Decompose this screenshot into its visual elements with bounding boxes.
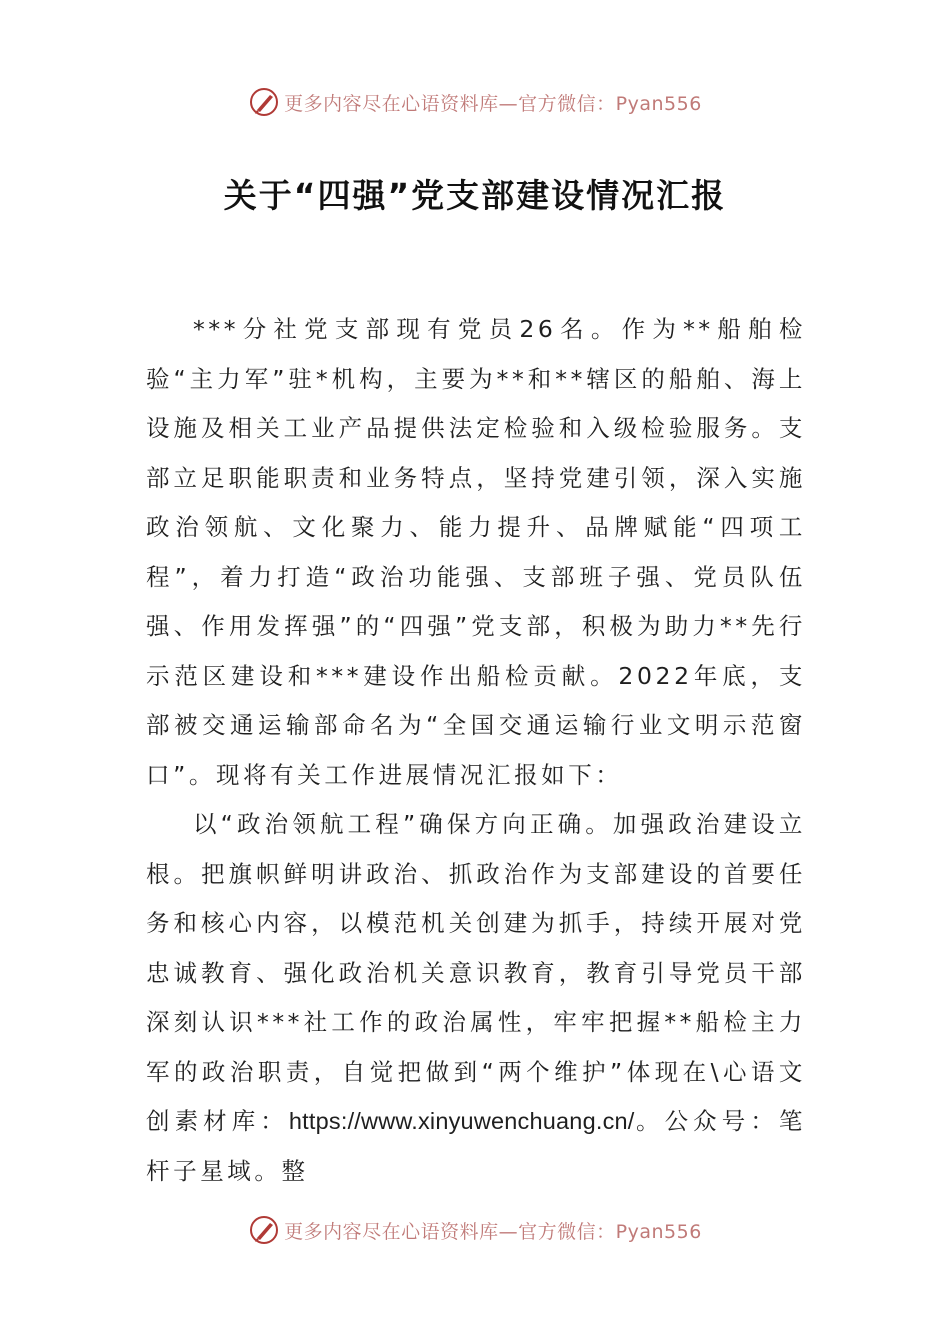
paragraph-political-tail: 。公众号：笔杆子星域。整: [146, 1107, 806, 1185]
footer-watermark: [0, 1210, 950, 1250]
header-watermark: [0, 82, 950, 122]
pen-logo-icon: [248, 1214, 280, 1246]
paragraph-political-text: 以“政治领航工程”确保方向正确。加强政治建设立根。把旗帜鲜明讲政治、抓政治作为支部建设的首要任务和核心内容，以模范机关创建为抓手，持续开展对党忠诚教育、强化政治机关意识教育，教育引导党员干部深刻认识***社工作的政治属性，牢牢把握**船检主力军的政治职责，自觉把做到“两个维护”体现在\心语文创素材库：: [146, 810, 807, 1135]
page-title: 关于“四强”党支部建设情况汇报: [223, 176, 727, 215]
source-url: https://www.xinyuwenchuang.cn/: [288, 1108, 635, 1134]
paragraph-political: [146, 800, 806, 1196]
watermark-text: 更多内容尽在心语资料库—官方微信：Pyan556: [284, 1220, 702, 1243]
document-body: [146, 305, 806, 1196]
pen-logo-icon: [248, 86, 280, 118]
paragraph-intro: ***分社党支部现有党员26名。作为**船舶检验“主力军”驻*机构，主要为**和**辖区的船舶、海上设施及相关工业产品提供法定检验和入级检验服务。支部立足职能职责和业务特点，坚持党建引领，深入实施政治领航、文化聚力、能力提升、品牌赋能“四项工程”，着力打造“政治功能强、支部班子强、党员队伍强、作用发挥强”的“四强”党支部，积极为助力**先行示范区建设和***建设作出船检贡献。2022年底，支部被交通运输部命名为“全国交通运输行业文明示范窗口”。现将有关工作进展情况汇报如下：: [146, 315, 806, 789]
watermark-text: 更多内容尽在心语资料库—官方微信：Pyan556: [284, 92, 702, 115]
